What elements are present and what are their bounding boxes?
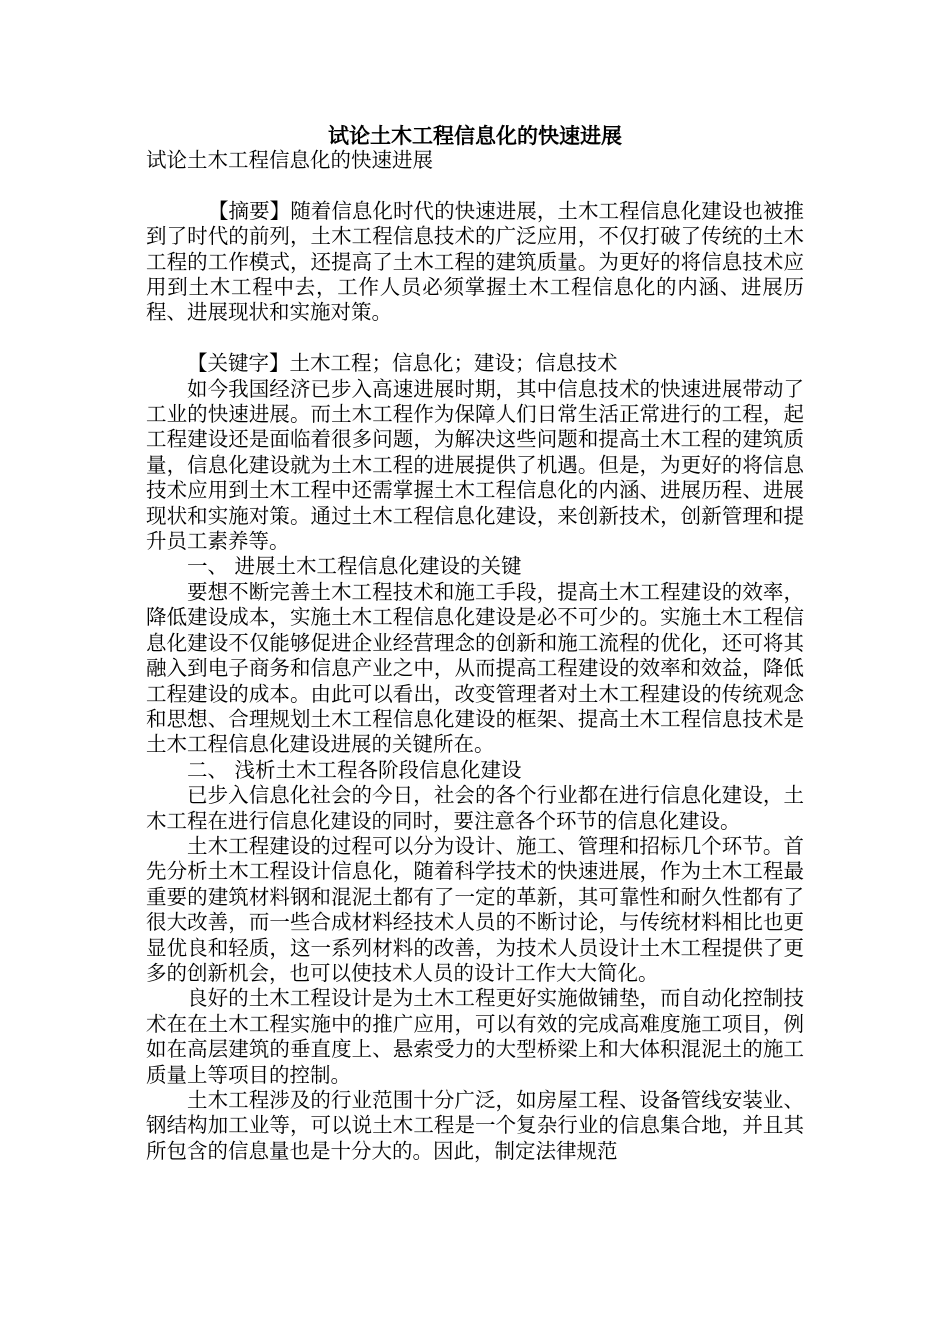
document-title: 试论土木工程信息化的快速进展 <box>328 124 622 148</box>
document-subtitle: 试论土木工程信息化的快速进展 <box>146 148 433 172</box>
spacer <box>146 173 804 198</box>
section-2-paragraph-3: 良好的土木工程设计是为土木工程更好实施做铺垫，而自动化控制技术在在土木工程实施中的推广应用，可以有效的完成高难度施工项目，例如在高层建筑的垂直度上、悬索受力的大型桥梁上和大体积混泥土的施工质量上等项目的控制。 <box>146 986 804 1087</box>
abstract-paragraph: 【摘要】随着信息化时代的快速进展，土木工程信息化建设也被推到了时代的前列，土木工程信息技术的广泛应用，不仅打破了传统的土木工程的工作模式，还提高了土木工程的建筑质量。为更好的将信息技术应用到土木工程中去，工作人员必须掌握土木工程信息化的内涵、进展历程、进展现状和实施对策。 <box>146 198 804 325</box>
section-1-paragraph: 要想不断完善土木工程技术和施工手段，提高土木工程建设的效率，降低建设成本，实施土木工程信息化建设是必不可少的。实施土木工程信息化建设不仅能够促进企业经营理念的创新和施工流程的优化，还可将其融入到电子商务和信息产业之中，从而提高工程建设的效率和效益，降低工程建设的成本。由此可以看出，改变管理者对土木工程建设的传统观念和思想、合理规划土木工程信息化建设的框架、提高土木工程信息技术是土木工程信息化建设进展的关键所在。 <box>146 579 804 757</box>
document-body <box>146 148 804 1164</box>
section-heading-1: 一、 进展土木工程信息化建设的关键 <box>187 554 522 579</box>
spacer <box>146 326 804 351</box>
intro-paragraph: 如今我国经济已步入高速进展时期，其中信息技术的快速进展带动了工业的快速进展。而土木工程作为保障人们日常生活正常进行的工程，起工程建设还是面临着很多问题，为解决这些问题和提高土木工程的建筑质量，信息化建设就为土木工程的进展提供了机遇。但是，为更好的将信息技术应用到土木工程中还需掌握土木工程信息化的内涵、进展历程、进展现状和实施对策。通过土木工程信息化建设，来创新技术，创新管理和提升员工素养等。 <box>146 376 804 554</box>
section-2-paragraph-1: 已步入信息化社会的今日，社会的各个行业都在进行信息化建设，土木工程在进行信息化建设的同时，要注意各个环节的信息化建设。 <box>146 783 804 833</box>
section-heading-2: 二、 浅析土木工程各阶段信息化建设 <box>187 757 522 782</box>
keywords-line: 【关键字】土木工程；信息化；建设；信息技术 <box>187 351 618 376</box>
section-2-paragraph-2: 土木工程建设的过程可以分为设计、施工、管理和招标几个环节。首先分析土木工程设计信息化，随着科学技术的快速进展，作为土木工程最重要的建筑材料钢和混泥土都有了一定的革新，其可靠性和耐久性都有了很大改善，而一些合成材料经技术人员的不断讨论，与传统材料相比也更显优良和轻质，这一系列材料的改善，为技术人员设计土木工程提供了更多的创新机会，也可以使技术人员的设计工作大大简化。 <box>146 833 804 985</box>
section-2-paragraph-4: 土木工程涉及的行业范围十分广泛，如房屋工程、设备管线安装业、钢结构加工业等，可以说土木工程是一个复杂行业的信息集合地，并且其所包含的信息量也是十分大的。因此，制定法律规范 <box>146 1088 804 1163</box>
